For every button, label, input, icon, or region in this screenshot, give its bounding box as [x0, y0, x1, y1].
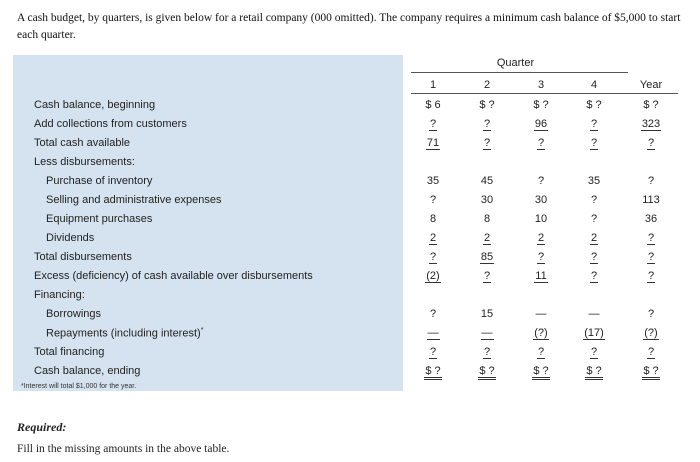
- cell: ?: [429, 194, 437, 206]
- cell: 2: [590, 232, 598, 244]
- cell: ?: [647, 251, 655, 263]
- cell: —: [535, 308, 547, 320]
- row-label-total-cash: Total cash available: [34, 137, 131, 149]
- cell: ?: [483, 270, 491, 282]
- row-label-total-disbursements: Total disbursements: [34, 251, 132, 263]
- cell: ?: [647, 308, 655, 320]
- cell: $ ?: [643, 99, 659, 111]
- cell: 10: [534, 213, 548, 225]
- cell: —: [427, 327, 439, 339]
- cell: ?: [590, 346, 598, 358]
- instruction-text: Fill in the missing amounts in the above table.: [17, 443, 230, 455]
- required-heading: Required:: [17, 420, 67, 434]
- row-label-purchase-inventory: Purchase of inventory: [46, 175, 153, 187]
- cell: 45: [480, 175, 494, 187]
- cell: ?: [537, 175, 545, 187]
- cell: ?: [537, 251, 545, 263]
- footnote-marker: *: [200, 327, 204, 334]
- cell: 2: [483, 232, 491, 244]
- col-header-1: 1: [429, 79, 437, 91]
- cell: 323: [641, 118, 661, 130]
- cell: ?: [647, 232, 655, 244]
- cell: 15: [480, 308, 494, 320]
- cell: $ 6: [425, 99, 441, 111]
- cell: 2: [537, 232, 545, 244]
- row-label-total-financing: Total financing: [34, 346, 105, 358]
- cell: 30: [534, 194, 548, 206]
- cell: $ ?: [415, 365, 451, 377]
- cell: 11: [535, 270, 547, 282]
- cell: 85: [480, 251, 494, 263]
- cell: ?: [429, 308, 437, 320]
- repayments-text: Repayments (including interest): [46, 327, 201, 340]
- col-header-year: Year: [639, 79, 663, 91]
- cell: $ ?: [576, 365, 612, 377]
- cell: $ ?: [586, 99, 602, 111]
- cell: 35: [587, 175, 601, 187]
- cell: 30: [480, 194, 494, 206]
- cell: (2): [426, 270, 440, 282]
- cell: ?: [590, 213, 598, 225]
- quarter-header: Quarter: [496, 57, 535, 69]
- cell: ?: [647, 137, 655, 149]
- cell: (17): [584, 327, 604, 339]
- cash-budget-table: [13, 55, 680, 391]
- cell: —: [588, 308, 600, 320]
- cell: (?): [534, 327, 548, 339]
- header-underline: [411, 93, 678, 94]
- cell: ?: [590, 137, 598, 149]
- row-label-equipment: Equipment purchases: [46, 213, 153, 225]
- cell: $ ?: [469, 365, 505, 377]
- row-label-selling-admin: Selling and administrative expenses: [46, 194, 222, 206]
- cell: ?: [537, 346, 545, 358]
- footnote: *Interest will total $1,000 for the year.: [21, 383, 137, 390]
- row-label-repayments: [46, 327, 203, 340]
- row-label-financing: Financing:: [34, 289, 85, 301]
- cell: ?: [590, 270, 598, 282]
- cell: ?: [647, 346, 655, 358]
- cell: 8: [429, 213, 437, 225]
- cell: ?: [590, 251, 598, 263]
- cell: 113: [642, 194, 660, 206]
- cell: 8: [483, 213, 491, 225]
- cell: ?: [590, 194, 598, 206]
- cell: ?: [429, 346, 437, 358]
- cell: ?: [647, 175, 655, 187]
- row-label-borrowings: Borrowings: [46, 308, 102, 320]
- cell: ?: [590, 118, 598, 130]
- col-header-4: 4: [590, 79, 598, 91]
- intro-text: A cash budget, by quarters, is given below for a retail company (000 omitted). The company requires a minimum cash balance of $5,000 to start each quarter.: [17, 12, 681, 41]
- cell: ?: [429, 251, 437, 263]
- row-label-cash-beginning: Cash balance, beginning: [34, 99, 156, 111]
- col-header-3: 3: [537, 79, 545, 91]
- cell: $ ?: [523, 365, 559, 377]
- cell: 36: [644, 213, 658, 225]
- cell: —: [481, 327, 493, 339]
- cell: ?: [537, 137, 545, 149]
- cell: 71: [426, 137, 440, 149]
- cell: ?: [647, 270, 655, 282]
- cell: $ ?: [479, 99, 495, 111]
- cell: 2: [429, 232, 437, 244]
- row-label-excess: Excess (deficiency) of cash available over disbursements: [34, 270, 313, 282]
- row-label-dividends: Dividends: [46, 232, 95, 244]
- row-label-cash-ending: Cash balance, ending: [34, 365, 141, 377]
- row-label-less-disbursements: Less disbursements:: [34, 156, 135, 168]
- cell: 35: [426, 175, 440, 187]
- row-label-collections: Add collections from customers: [34, 118, 187, 130]
- cell: $ ?: [633, 365, 669, 377]
- cell: 96: [534, 118, 548, 130]
- cell: ?: [429, 118, 437, 130]
- cell: $ ?: [533, 99, 549, 111]
- cell: ?: [483, 346, 491, 358]
- quarter-underline: [411, 72, 628, 73]
- col-header-2: 2: [483, 79, 491, 91]
- cell: (?): [644, 327, 658, 339]
- cell: ?: [483, 137, 491, 149]
- cell: ?: [483, 118, 491, 130]
